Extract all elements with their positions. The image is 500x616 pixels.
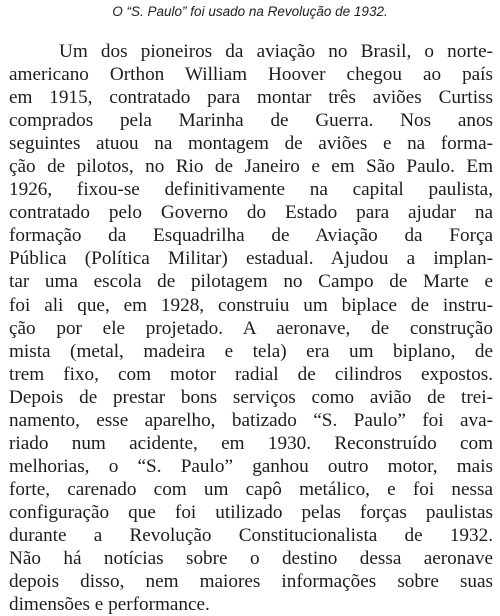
paragraph-line-6: ção de pilotos, no Rio de Janeiro e em São Paulo. Em <box>9 156 493 178</box>
paragraph-line-20: forte, carenado com um capô metálico, e foi nessa <box>9 478 493 500</box>
paragraph-line-8: contratado pelo Governo do Estado para ajudar na <box>9 202 493 224</box>
paragraph-line-16: Depois de prestar bons serviços como avião de trei- <box>9 386 493 408</box>
paragraph-line-23: Não há notícias sobre o destino dessa aeronave <box>9 548 493 570</box>
paragraph-line-4: comprados pela Marinha de Guerra. Nos anos <box>9 110 493 132</box>
paragraph-line-11: tar uma escola de pilotagem no Campo de Marte e <box>9 271 493 293</box>
paragraph-line-7: 1926, fixou-se definitivamente na capital paulista, <box>9 179 493 201</box>
paragraph-line-3: em 1915, contratado para montar três aviões Curtiss <box>9 87 493 109</box>
paragraph-line-1: Um dos pioneiros da aviação no Brasil, o norte- <box>59 41 493 62</box>
paragraph-line-22: durante a Revolução Constitucionalista de 1932. <box>9 524 493 546</box>
paragraph-line-21: configuração que foi utilizado pelas forças paulistas <box>9 501 493 523</box>
paragraph-line-2: americano Orthon William Hoover chegou ao país <box>9 64 493 86</box>
paragraph-line-10: Pública (Política Militar) estadual. Ajudou a implan- <box>9 248 493 270</box>
paragraph-line-9: formação da Esquadrilha de Aviação da Força <box>9 225 493 247</box>
paragraph-line-12: foi ali que, em 1928, construiu um biplace de instru- <box>9 294 493 316</box>
paragraph-line-19: melhorias, o “S. Paulo” ganhou outro motor, mais <box>9 455 493 477</box>
paragraph-line-17: namento, esse aparelho, batizado “S. Paulo” foi ava- <box>9 409 493 431</box>
body-paragraph <box>9 40 493 616</box>
paragraph-line-15: trem fixo, com motor radial de cilindros expostos. <box>9 363 493 385</box>
paragraph-line-13: ção por ele projetado. A aeronave, de construção <box>9 317 493 339</box>
paragraph-line-24: depois disso, nem maiores informações sobre suas <box>9 571 493 593</box>
paragraph-line-14: mista (metal, madeira e tela) era um biplano, de <box>9 340 493 362</box>
paragraph-line-18: riado num acidente, em 1930. Reconstruído com <box>9 432 493 454</box>
figure-caption: O “S. Paulo” foi usado na Revolução de 1932. <box>112 4 388 19</box>
paragraph-line-5: seguintes atuou na montagem de aviões e na forma- <box>9 133 493 155</box>
paragraph-line-25: dimensões e performance. <box>9 594 210 616</box>
